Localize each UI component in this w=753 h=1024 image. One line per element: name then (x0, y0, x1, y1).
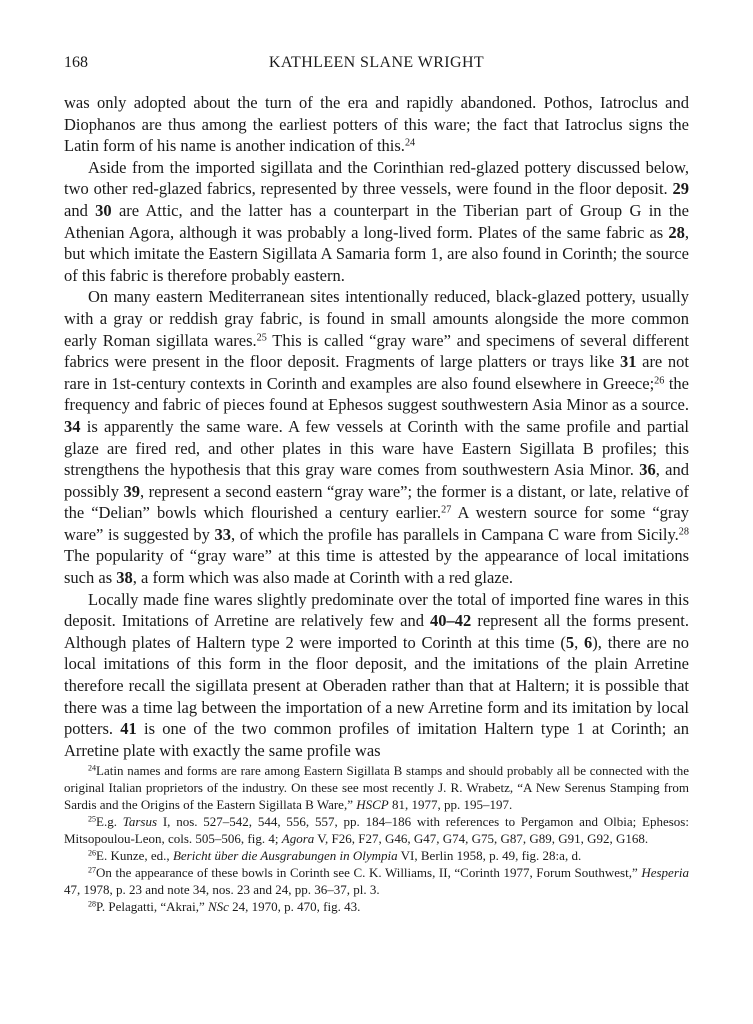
catalogue-number: 41 (120, 719, 137, 739)
text-run: and (64, 200, 96, 220)
catalogue-number: 36 (639, 460, 656, 480)
text-run: This is called “gray ware” and specimens of several different fabrics were present in the floor deposit. Fragments of large platters or trays like (64, 330, 689, 372)
paragraph (64, 589, 689, 762)
text-run: , and possibly (64, 460, 689, 501)
text-run: A western source for some “gray ware” is suggested by (64, 503, 689, 544)
text-run: 47, 1978, p. 23 and note 34, nos. 23 and 24, pp. 36–37, pl. 3. (64, 882, 380, 897)
journal-title: Hesperia (641, 865, 689, 880)
footnote (64, 847, 689, 864)
footnote (64, 898, 689, 915)
catalogue-number: 39 (123, 481, 141, 501)
text-run: , represent a second eastern “gray ware”; the former is a distant, or late, relative of the “Delian” bowls which flourished a century earlier. (64, 481, 689, 523)
text-run: is apparently the same ware. A few vessels at Corinth with the same profile and partial glaze are fired red, and other plates in this ware have Eastern Sigillata B profiles; this strengthens the hypothesis that this gray ware comes from southwestern Asia Minor. (64, 416, 689, 480)
body-text (64, 92, 689, 761)
text-run: Locally made fine wares slightly predominate over the total of imported fine wares in this deposit. Imitations of Arretine are relatively few and (64, 589, 689, 631)
text-run: are Attic, and the latter has a counterpart in the Tiberian part of Group G in the Athenian Agora, although it was probably a long-lived form. Plates of the same fabric as (64, 200, 690, 242)
text-run: On the appearance of these bowls in Corinth see C. K. Williams, II, “Corinth 1977, Forum Southwest,” (96, 865, 642, 880)
footnote-ref: 26 (654, 375, 665, 387)
text-run: , (574, 632, 585, 652)
text-run: represent all the forms present. Although plates of Haltern type 2 were imported to Corinth at this time ( (64, 611, 689, 652)
text-run: Latin names and forms are rare among Eastern Sigillata B stamps and should probably all be connected with the original Italian proprietors of the industry. On these see most recently J. R. Wrabetz, “A New Serenus Stamping from Sardis and the Origins of the Eastern Sigillata B Ware,” (64, 763, 689, 812)
page-number: 168 (64, 54, 88, 71)
catalogue-number: 33 (214, 524, 232, 544)
footnotes (64, 762, 689, 915)
publication-title: Bericht über die Ausgrabungen in Olympia (172, 848, 398, 863)
text-run: is one of the two common profiles of imitation Haltern type 1 at Corinth; an Arretine plate with exactly the same profile was (64, 719, 689, 760)
text-run: , a form which was also made at Corinth with a red glaze. (132, 568, 514, 588)
footnote-number: 27 (88, 865, 97, 875)
footnote (64, 813, 689, 847)
catalogue-number: 28 (668, 222, 685, 242)
text-run: Aside from the imported sigillata and the Corinthian red-glazed pottery discussed below, two other red-glazed fabrics, represented by three vessels, were found in the floor deposit. (64, 157, 689, 199)
footnote-ref: 25 (256, 331, 267, 343)
footnote-ref: 24 (404, 137, 416, 149)
running-head: KATHLEEN SLANE WRIGHT (268, 54, 485, 71)
text-run: V, F26, F27, G46, G47, G74, G75, G87, G89, G91, G92, G168. (314, 831, 649, 846)
publication-title: Tarsus (122, 814, 158, 829)
text-run: was only adopted about the turn of the era and rapidly abandoned. Pothos, Iatroclus and Diophanos are thus among the earliest potters of this ware; the fact that Iatroclus signs the Latin form of his name is another indication of this. (64, 93, 689, 156)
text-run: P. Pelagatti, “Akrai,” (96, 899, 208, 914)
journal-title: HSCP (356, 797, 389, 812)
paragraph (64, 286, 689, 588)
page-header (64, 54, 689, 78)
footnote-ref: 28 (678, 526, 689, 538)
text-run: the frequency and fabric of pieces found at Ephesos suggest southwestern Asia Minor as a source. (64, 373, 689, 415)
text-run: E.g. (96, 814, 123, 829)
footnote (64, 864, 689, 898)
footnote-number: 28 (88, 899, 97, 909)
catalogue-number: 38 (116, 568, 133, 588)
catalogue-number: 6 (584, 632, 593, 652)
text-run: I, nos. 527–542, 544, 556, 557, pp. 184–186 with references to Pergamon and Olbia; Ephesos: Mitsopoulou-Leon, cols. 505–506, fig. 4; (64, 814, 689, 846)
catalogue-number: 5 (565, 632, 575, 652)
publication-title: Agora (281, 831, 315, 846)
paragraph (64, 157, 689, 287)
catalogue-number: 40–42 (430, 611, 472, 631)
footnote-number: 25 (88, 814, 97, 824)
text-run: The popularity of “gray ware” at this time is attested by the appearance of local imitations such as (64, 546, 689, 588)
footnote-number: 24 (88, 763, 97, 773)
footnote-number: 26 (88, 848, 97, 858)
catalogue-number: 34 (64, 416, 81, 436)
catalogue-number: 31 (619, 352, 637, 372)
catalogue-number: 29 (672, 179, 689, 199)
text-run: 24, 1970, p. 470, fig. 43. (228, 899, 361, 914)
text-run: VI, Berlin 1958, p. 49, fig. 28:a, d. (397, 848, 582, 863)
footnote (64, 762, 689, 813)
text-run: On many eastern Mediterranean sites intentionally reduced, black-glazed pottery, usually with a gray or reddish gray fabric, is found in small amounts alongside the more common early Roman sigillata wares. (64, 287, 689, 350)
text-run: 81, 1977, pp. 195–197. (388, 797, 513, 812)
text-run: E. Kunze, ed., (96, 848, 173, 863)
text-run: , but which imitate the Eastern Sigillata A Samaria form 1, are also found in Corinth; the source of this fabric is therefore probably eastern. (64, 222, 689, 285)
paragraph (64, 92, 689, 157)
text-run: are not rare in 1st-century contexts in Corinth and examples are also found elsewhere in Greece; (64, 352, 690, 393)
journal-title: NSc (207, 899, 229, 914)
text-run: , of which the profile has parallels in Campana C ware from Sicily. (231, 524, 679, 544)
footnote-ref: 27 (441, 504, 452, 516)
catalogue-number: 30 (95, 200, 112, 220)
text-run: ), there are no local imitations of this form in the floor deposit, and the imitations of the plain Arretine therefore recall the sigillata present at Oberaden rather than that at Haltern; it is possible that there was a time lag between the importation of a new Arretine form and its imitation by local potters. (64, 632, 689, 739)
